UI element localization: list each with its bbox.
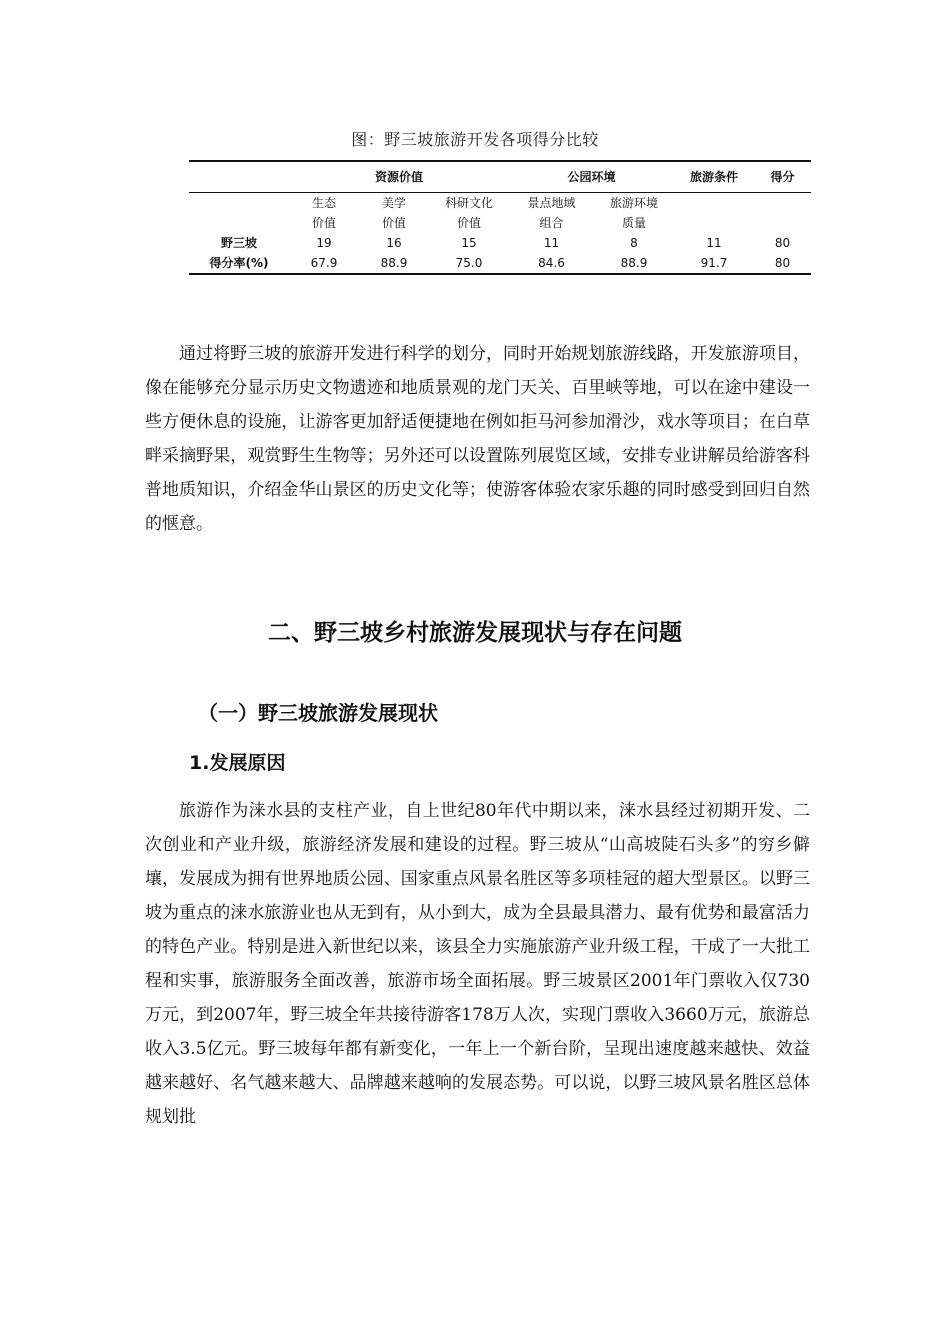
section-heading: 二、野三坡乡村旅游发展现状与存在问题: [268, 620, 682, 646]
figure-caption: 图：野三坡旅游开发各项得分比较: [351, 130, 599, 149]
subheader: 价值: [311, 216, 336, 230]
table-subheader-row: [189, 213, 811, 233]
table-cell: 88.9: [594, 253, 674, 274]
subsection-heading: （一）野三坡旅游发展现状: [198, 701, 438, 725]
subheader: 生态: [289, 193, 359, 214]
body-paragraph: 通过将野三坡的旅游开发进行科学的划分，同时开始规划旅游线路，开发旅游项目，像在能够充分显示历史文物遗迹和地质景观的龙门天关、百里峡等地，可以在途中建设一些方便休息的设施，让游客更加舒适便捷地在例如拒马河参加滑沙，戏水等项目；在白草畔采摘野果，观赏野生生物等；另外还可以设置陈列展览区域，安排专业讲解员给游客科普地质知识，介绍金华山景区的历史文化等；使游客体验农家乐趣的同时感受到回归自然的惬意。: [145, 344, 810, 534]
subheader: 旅游环境: [594, 193, 674, 214]
table-cell: 80: [754, 253, 811, 274]
table-cell: 11: [706, 236, 722, 250]
subheader: 科研文化: [429, 193, 509, 214]
subheader: 价值: [381, 216, 406, 230]
score-table: [189, 160, 811, 275]
table-row: [189, 253, 811, 274]
group-header: 公园环境: [509, 161, 674, 193]
table-subheader-row: [189, 193, 811, 214]
row-label: 得分率(%): [189, 253, 289, 274]
subheader: 质量: [621, 216, 646, 230]
subheader: 价值: [456, 216, 481, 230]
group-header: 资源价值: [289, 161, 509, 193]
subheader: 景点地域: [509, 193, 594, 214]
table-cell: 84.6: [509, 253, 594, 274]
table-cell: 91.7: [674, 253, 754, 274]
table-header-row: [189, 161, 811, 193]
row-label: 野三坡: [220, 236, 257, 250]
table-cell: 88.9: [359, 253, 429, 274]
table-cell: 67.9: [289, 253, 359, 274]
table-cell: 15: [461, 236, 477, 250]
table-cell: 8: [630, 236, 638, 250]
table-cell: 16: [386, 236, 402, 250]
body-paragraph: 旅游作为涞水县的支柱产业，自上世纪80年代中期以来，涞水县经过初期开发、二次创业和产业升级，旅游经济发展和建设的过程。野三坡从“山高坡陡石头多”的穷乡僻壤，发展成为拥有世界地质公园、国家重点风景名胜区等多项桂冠的超大型景区。以野三坡为重点的涞水旅游业也从无到有，从小到大，成为全县最具潜力、最有优势和最富活力的特色产业。特别是进入新世纪以来，该县全力实施旅游产业升级工程，干成了一大批工程和实事，旅游服务全面改善，旅游市场全面拓展。野三坡景区2001年门票收入仅730万元，到2007年，野三坡全年共接待游客178万人次，实现门票收入3660万元，旅游总收入3.5亿元。野三坡每年都有新变化，一年上一个新台阶，呈现出速度越来越快、效益越来越好、名气越来越大、品牌越来越响的发展态势。可以说，以野三坡风景名胜区总体规划批: [145, 801, 810, 1127]
group-header: 旅游条件: [674, 161, 754, 193]
table-cell: 11: [543, 236, 560, 250]
subheader: 组合: [539, 216, 564, 230]
group-header: 得分: [754, 161, 811, 193]
table-cell: 19: [316, 236, 332, 250]
subsubsection-heading: 1.发展原因: [189, 752, 286, 774]
table-cell: 75.0: [429, 253, 509, 274]
table-cell: 80: [774, 236, 791, 250]
table-row: [189, 233, 811, 253]
subheader: 美学: [359, 193, 429, 214]
